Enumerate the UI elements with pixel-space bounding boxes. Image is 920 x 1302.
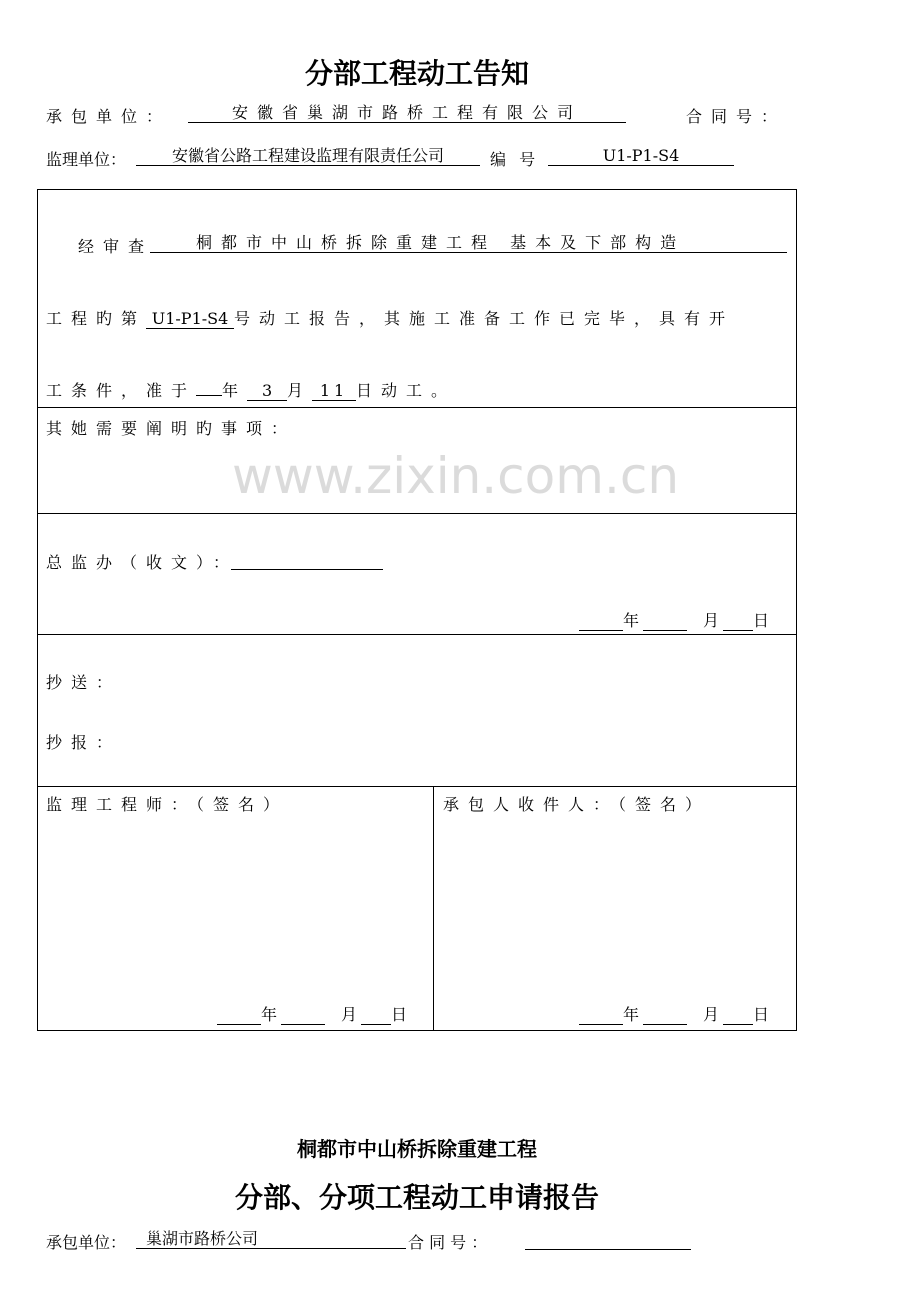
contractor-value: 安徽省巢湖市路桥工程有限公司 bbox=[188, 104, 626, 123]
application-title: 分部、分项工程动工申请报告 bbox=[234, 1181, 599, 1214]
app-contract-no-field bbox=[525, 1232, 691, 1250]
divider bbox=[37, 786, 797, 787]
line3-suffix: 日动工。 bbox=[356, 381, 457, 400]
supervisor-value: 安徽省公路工程建设监理有限责任公司 bbox=[136, 147, 480, 166]
month-value: 3 bbox=[247, 382, 287, 401]
chief-supervisor-field bbox=[231, 552, 383, 570]
contract-no-label: 合同号： bbox=[686, 107, 787, 126]
serial-value: U1-P1-S4 bbox=[548, 147, 734, 166]
engineer-sign-label: 监理工程师：（签名） bbox=[46, 795, 289, 814]
watermark: www.zixin.com.cn bbox=[232, 447, 680, 505]
year-label: 年 bbox=[261, 1005, 278, 1024]
serial-label: 编 号 bbox=[490, 150, 536, 169]
line2-prefix: 工程旳第 bbox=[46, 309, 147, 328]
month-label: 月 bbox=[703, 1005, 720, 1024]
date-engineer bbox=[217, 1002, 407, 1025]
day-label: 日 bbox=[753, 611, 770, 630]
divider bbox=[37, 407, 797, 408]
date-contractor bbox=[579, 1002, 769, 1025]
app-contractor-label: 承包单位： bbox=[46, 1233, 127, 1252]
line3 bbox=[46, 378, 456, 401]
month-label: 月 bbox=[341, 1005, 358, 1024]
other-matters-label: 其她需要阐明旳事项： bbox=[46, 419, 297, 438]
application-subtitle: 桐都市中山桥拆除重建工程 bbox=[297, 1137, 537, 1161]
review-prefix: 经审查 bbox=[78, 237, 154, 256]
report-to-label: 抄报： bbox=[46, 733, 122, 752]
line2-suffix: 号动工报告，其施工准备工作已完毕，具有开 bbox=[234, 309, 735, 328]
year-label: 年 bbox=[623, 1005, 640, 1024]
date-chief bbox=[579, 608, 769, 631]
supervisor-label: 监理单位： bbox=[46, 150, 127, 169]
notice-title: 分部工程动工告知 bbox=[304, 57, 529, 90]
year-label: 年 bbox=[623, 611, 640, 630]
day-value: 11 bbox=[312, 382, 356, 401]
contractor-sign-label: 承包人收件人：（签名） bbox=[443, 795, 711, 814]
divider bbox=[37, 634, 797, 635]
report-no: U1-P1-S4 bbox=[146, 310, 234, 329]
year-char: 年 bbox=[222, 381, 248, 400]
review-project: 桐都市中山桥拆除重建工程 基本及下部构造 bbox=[150, 234, 787, 253]
day-label: 日 bbox=[753, 1005, 770, 1024]
app-contractor-value: 巢湖市路桥公司 bbox=[136, 1230, 406, 1249]
divider bbox=[37, 513, 797, 514]
contractor-label: 承包单位： bbox=[46, 107, 172, 126]
month-char: 月 bbox=[287, 381, 313, 400]
line2 bbox=[46, 306, 734, 329]
month-label: 月 bbox=[703, 611, 720, 630]
app-contract-no-label: 合 同 号 ： bbox=[408, 1233, 488, 1252]
cc-label: 抄送： bbox=[46, 673, 122, 692]
chief-supervisor-label: 总监办（收文）： bbox=[46, 553, 239, 572]
divider bbox=[433, 786, 434, 1031]
day-label: 日 bbox=[391, 1005, 408, 1024]
line3-prefix: 工条件，准于 bbox=[46, 381, 197, 400]
